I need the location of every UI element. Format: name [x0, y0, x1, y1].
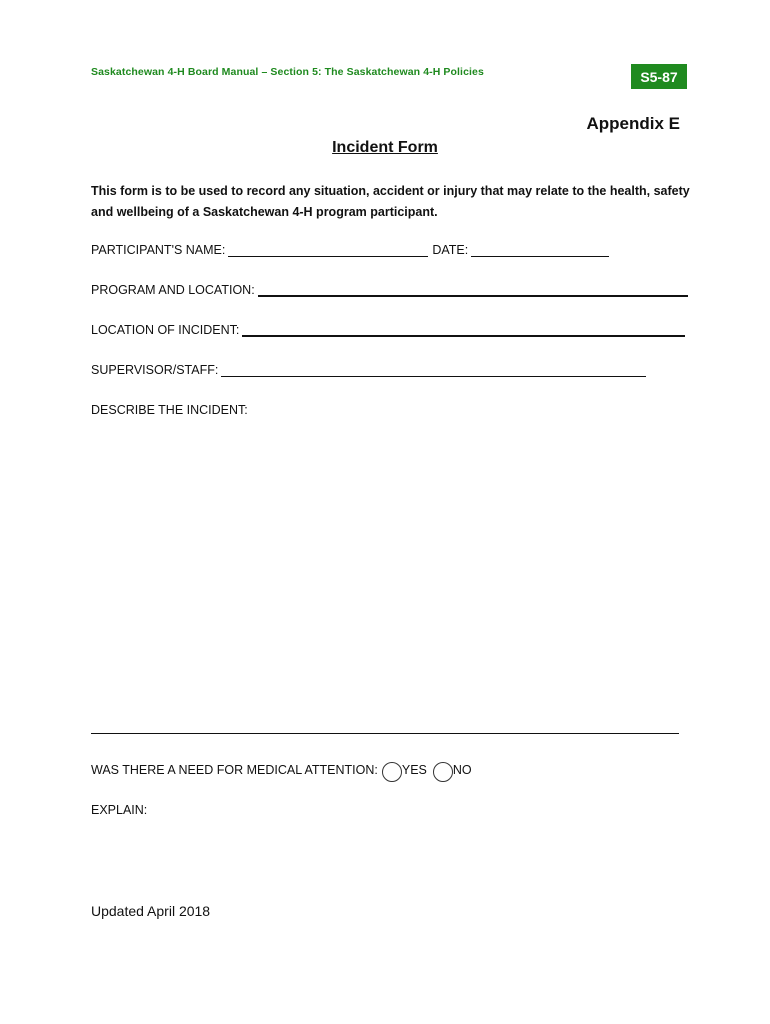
- supervisor-label: SUPERVISOR/STAFF:: [91, 363, 219, 377]
- program-location-field[interactable]: [258, 283, 688, 297]
- no-radio[interactable]: [433, 762, 453, 782]
- participant-row: [91, 243, 609, 257]
- date-field[interactable]: [471, 244, 609, 257]
- updated-date: Updated April 2018: [91, 903, 211, 919]
- program-location-label: PROGRAM AND LOCATION:: [91, 283, 255, 297]
- describe-incident-label: DESCRIBE THE INCIDENT:: [91, 403, 248, 417]
- describe-row: [91, 403, 248, 417]
- yes-label: YES: [401, 763, 427, 777]
- program-location-row: [91, 283, 688, 297]
- explain-row: [91, 803, 147, 817]
- no-label: NO: [452, 763, 472, 777]
- appendix-label: Appendix E: [586, 114, 680, 133]
- incident-location-label: LOCATION OF INCIDENT:: [91, 323, 240, 337]
- participant-name-field[interactable]: [228, 244, 428, 257]
- yes-radio[interactable]: [382, 762, 402, 782]
- page-number-badge: S5-87: [631, 64, 687, 89]
- form-title: Incident Form: [332, 139, 438, 156]
- medical-attention-label: WAS THERE A NEED FOR MEDICAL ATTENTION:: [91, 763, 378, 777]
- date-label: DATE:: [432, 243, 469, 257]
- supervisor-field[interactable]: [221, 364, 646, 377]
- explain-area[interactable]: [91, 822, 679, 892]
- intro-paragraph: This form is to be used to record any situation, accident or injury that may relate to the health, safety and wellbeing of a Saskatchewan 4-H program participant.: [91, 184, 690, 219]
- describe-incident-area[interactable]: [91, 425, 679, 730]
- participant-name-label: PARTICIPANT'S NAME:: [91, 243, 226, 257]
- manual-header: Saskatchewan 4-H Board Manual – Section 5: The Saskatchewan 4-H Policies: [91, 66, 484, 78]
- describe-incident-bottom-line: [91, 733, 679, 734]
- explain-label: EXPLAIN:: [91, 803, 148, 817]
- medical-attention-row: [91, 760, 472, 780]
- supervisor-row: [91, 363, 646, 377]
- incident-location-row: [91, 323, 685, 337]
- incident-location-field[interactable]: [242, 323, 685, 337]
